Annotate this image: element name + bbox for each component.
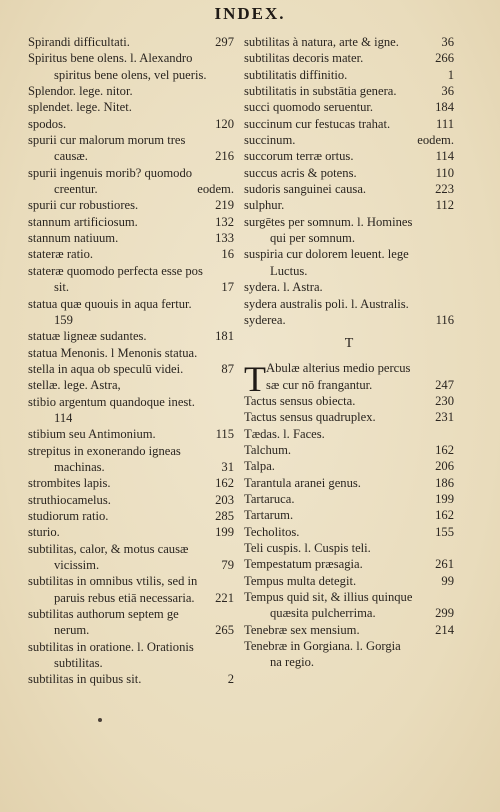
index-entry bbox=[28, 475, 234, 491]
index-entry bbox=[244, 442, 454, 458]
entry-text: Splendor. lege. nitor. bbox=[28, 84, 133, 99]
entry-text: Luctus. bbox=[270, 263, 308, 278]
index-entry bbox=[28, 279, 234, 295]
index-entry bbox=[28, 83, 234, 99]
index-entry bbox=[244, 165, 454, 181]
page-ref: 261 bbox=[435, 557, 454, 572]
index-entry bbox=[266, 360, 454, 376]
entry-text: 114 bbox=[54, 410, 73, 425]
entry-text: subtilitas. bbox=[54, 656, 103, 671]
page-ref: 181 bbox=[215, 329, 234, 344]
entry-text: subtilitas, calor, & motus causæ bbox=[28, 541, 189, 556]
index-entry bbox=[244, 230, 454, 246]
entry-text: sydera australis poli. l. Australis. bbox=[244, 296, 409, 311]
index-entry bbox=[28, 345, 234, 361]
entry-text: stateræ quomodo perfecta esse pos bbox=[28, 263, 203, 278]
index-entry bbox=[28, 671, 234, 687]
entry-text: Tempus multa detegit. bbox=[244, 573, 357, 588]
entry-text: quæsita pulcherrima. bbox=[270, 606, 376, 621]
index-entry bbox=[244, 99, 454, 115]
entry-text: succus acris & potens. bbox=[244, 165, 357, 180]
index-entry bbox=[28, 508, 234, 524]
index-entry bbox=[28, 377, 234, 393]
entry-text: Abulæ alterius medio percus bbox=[266, 361, 411, 376]
index-entry bbox=[244, 214, 454, 230]
index-entry bbox=[28, 99, 234, 115]
index-entry bbox=[28, 181, 234, 197]
entry-text: machinas. bbox=[54, 459, 105, 474]
index-entry bbox=[28, 361, 234, 377]
page-ref: 162 bbox=[435, 442, 454, 457]
index-entry bbox=[28, 50, 234, 66]
entry-text: stellæ. lege. Astra, bbox=[28, 378, 121, 393]
page-ref: 231 bbox=[435, 410, 454, 425]
page-ref: 132 bbox=[215, 214, 234, 229]
index-entry bbox=[28, 263, 234, 279]
page-ref: 116 bbox=[435, 312, 454, 327]
index-entry bbox=[244, 197, 454, 213]
entry-text: subtilitas in oratione. l. Orationis bbox=[28, 639, 194, 654]
index-entry bbox=[28, 246, 234, 262]
entry-text: strombites lapis. bbox=[28, 476, 111, 491]
index-entry bbox=[244, 409, 454, 425]
entry-text: syderea. bbox=[244, 312, 286, 327]
entry-text: Tactus sensus quadruplex. bbox=[244, 410, 376, 425]
index-entry bbox=[28, 132, 234, 148]
page-ref: 79 bbox=[221, 558, 234, 572]
page-ref: 297 bbox=[215, 35, 234, 49]
index-entry bbox=[28, 148, 234, 164]
index-entry bbox=[244, 296, 454, 312]
index-entry bbox=[28, 394, 234, 410]
entry-text: 159 bbox=[54, 312, 73, 327]
entry-text: Spirandi difficultati. bbox=[28, 35, 130, 49]
page-ref: 247 bbox=[435, 377, 454, 392]
drop-cap: T bbox=[244, 359, 266, 400]
entry-text: strepitus in exonerando igneas bbox=[28, 443, 181, 458]
page-ref: 285 bbox=[215, 508, 234, 523]
index-entry bbox=[28, 214, 234, 230]
page-ref: 110 bbox=[435, 165, 454, 180]
ink-dot bbox=[98, 718, 102, 722]
entry-text: subtilitas in omnibus vtilis, sed in bbox=[28, 574, 198, 589]
page-ref: 230 bbox=[435, 393, 454, 408]
page-ref: 120 bbox=[215, 116, 234, 131]
entry-text: studiorum ratio. bbox=[28, 508, 109, 523]
index-entry bbox=[244, 458, 454, 474]
index-entry bbox=[28, 606, 234, 622]
page-ref: 199 bbox=[215, 525, 234, 540]
entry-text: creentur. bbox=[54, 182, 98, 197]
page-ref: 265 bbox=[215, 623, 234, 638]
index-entry bbox=[28, 639, 234, 655]
entry-text: vicissim. bbox=[54, 558, 100, 572]
index-entry bbox=[244, 638, 454, 654]
entry-text: struthiocamelus. bbox=[28, 492, 111, 507]
index-entry bbox=[244, 573, 454, 589]
index-entry bbox=[28, 116, 234, 132]
index-entry bbox=[244, 67, 454, 83]
index-entry bbox=[28, 443, 234, 459]
page-ref: 133 bbox=[215, 231, 234, 246]
entry-text: splendet. lege. Nitet. bbox=[28, 100, 132, 115]
entry-text: causæ. bbox=[54, 149, 88, 164]
page-ref: 114 bbox=[435, 149, 454, 164]
index-entry bbox=[244, 475, 454, 491]
index-entry bbox=[244, 393, 454, 409]
index-entry bbox=[244, 654, 454, 670]
index-entry bbox=[244, 556, 454, 572]
index-entry bbox=[244, 605, 454, 621]
entry-text: Techolitos. bbox=[244, 524, 300, 539]
index-entry bbox=[28, 524, 234, 540]
entry-text: Tenebræ sex mensium. bbox=[244, 622, 360, 637]
entry-text: subtilitatis diffinitio. bbox=[244, 67, 348, 82]
entry-text: subtilitas à natura, arte & igne. bbox=[244, 35, 399, 49]
page-ref: 87 bbox=[221, 361, 234, 376]
index-entry bbox=[28, 296, 234, 312]
index-entry bbox=[244, 246, 454, 262]
index-entry bbox=[244, 524, 454, 540]
index-entry bbox=[244, 50, 454, 66]
page-header: INDEX. bbox=[214, 4, 286, 23]
entry-text: statua quæ quouis in aqua fertur. bbox=[28, 296, 192, 311]
index-entry bbox=[28, 541, 234, 557]
page-ref: 1 bbox=[447, 67, 454, 82]
page-ref: 203 bbox=[215, 492, 234, 507]
entry-text: Tempus quid sit, & illius quinque bbox=[244, 590, 413, 604]
entry-text: sturio. bbox=[28, 525, 60, 540]
page-ref: 206 bbox=[435, 459, 454, 474]
page-ref: 186 bbox=[435, 475, 454, 490]
index-entry bbox=[244, 491, 454, 507]
page-ref: 199 bbox=[435, 491, 454, 506]
entry-text: paruis rebus etiā necessaria. bbox=[54, 590, 195, 605]
index-entry bbox=[266, 377, 454, 393]
page-ref: 299 bbox=[435, 606, 454, 621]
entry-text: Tenebræ in Gorgiana. l. Gorgia bbox=[244, 639, 401, 654]
index-entry bbox=[28, 573, 234, 589]
section-letter-t: T bbox=[344, 336, 354, 352]
index-entry bbox=[28, 426, 234, 442]
index-entry bbox=[244, 116, 454, 132]
entry-text: subtilitas in quibus sit. bbox=[28, 672, 142, 687]
index-entry bbox=[28, 67, 234, 83]
entry-text: succorum terræ ortus. bbox=[244, 149, 354, 164]
page-ref: 221 bbox=[215, 590, 234, 605]
page-ref: 266 bbox=[435, 51, 454, 66]
page-ref: 115 bbox=[215, 427, 234, 442]
entry-text: Teli cuspis. l. Cuspis teli. bbox=[244, 540, 371, 555]
entry-text: subtilitas authorum septem ge bbox=[28, 607, 179, 622]
index-entry bbox=[28, 197, 234, 213]
entry-text: succi quomodo seruentur. bbox=[244, 100, 374, 115]
entry-text: spurii cur robustiores. bbox=[28, 198, 139, 213]
page-ref: 36 bbox=[441, 84, 454, 99]
page-ref: 219 bbox=[215, 198, 234, 213]
t-entries bbox=[244, 393, 454, 671]
entry-text: Tædas. l. Faces. bbox=[244, 426, 325, 441]
index-entry bbox=[244, 589, 454, 605]
page-ref: 99 bbox=[441, 573, 454, 588]
index-entry bbox=[244, 83, 454, 99]
page-ref: 184 bbox=[435, 100, 454, 115]
entry-text: Tartarum. bbox=[244, 508, 294, 523]
entry-text: stella in aqua ob speculū videi. bbox=[28, 361, 184, 376]
index-entry bbox=[244, 540, 454, 556]
s-entries-continued bbox=[244, 34, 454, 328]
index-entry bbox=[28, 492, 234, 508]
page-ref: 36 bbox=[441, 35, 454, 49]
entry-text: suspiria cur dolorem leuent. lege bbox=[244, 247, 409, 262]
index-entry bbox=[28, 410, 234, 426]
page-ref: 216 bbox=[215, 149, 234, 164]
index-entry bbox=[244, 426, 454, 442]
page-ref: 162 bbox=[435, 508, 454, 523]
drop-cap-entry-text bbox=[244, 360, 454, 393]
entry-text: surgētes per somnum. l. Homines bbox=[244, 214, 413, 229]
index-entry bbox=[28, 312, 234, 328]
page-ref: 17 bbox=[221, 280, 234, 295]
page-ref: 223 bbox=[435, 182, 454, 197]
index-entry bbox=[244, 132, 454, 148]
entry-text: qui per somnum. bbox=[270, 231, 356, 246]
right-index-column bbox=[244, 34, 454, 671]
index-entry bbox=[244, 148, 454, 164]
entry-text: na regio. bbox=[270, 655, 315, 670]
entry-text: stannum artificiosum. bbox=[28, 214, 138, 229]
index-entry bbox=[28, 230, 234, 246]
index-entry bbox=[28, 165, 234, 181]
entry-text: statuæ ligneæ sudantes. bbox=[28, 329, 147, 344]
entry-text: Talchum. bbox=[244, 442, 292, 457]
index-entry bbox=[244, 279, 454, 295]
entry-text: stibio argentum quandoque inest. bbox=[28, 394, 195, 409]
entry-text: statua Menonis. l Menonis statua. bbox=[28, 345, 198, 360]
entry-text: Tactus sensus obiecta. bbox=[244, 393, 356, 408]
entry-text: succinum cur festucas trahat. bbox=[244, 116, 391, 131]
entry-text: subtilitatis in substātia genera. bbox=[244, 84, 397, 99]
entry-text: spodos. bbox=[28, 116, 67, 131]
entry-text: sydera. l. Astra. bbox=[244, 280, 323, 295]
index-entry bbox=[28, 328, 234, 344]
index-entry bbox=[244, 181, 454, 197]
index-entry bbox=[244, 312, 454, 328]
index-entry bbox=[28, 655, 234, 671]
index-entry bbox=[28, 622, 234, 638]
index-entry bbox=[244, 34, 454, 50]
entry-text: Talpa. bbox=[244, 459, 275, 474]
entry-text: Tartaruca. bbox=[244, 491, 295, 506]
index-entry bbox=[28, 557, 234, 573]
index-entry bbox=[28, 34, 234, 50]
entry-text: spurii cur malorum morum tres bbox=[28, 133, 186, 148]
entry-text: sæ cur nō frangantur. bbox=[266, 377, 373, 392]
entry-text: stannum natiuum. bbox=[28, 231, 119, 246]
index-entry bbox=[244, 507, 454, 523]
index-entry bbox=[244, 622, 454, 638]
page-ref: 111 bbox=[436, 116, 454, 131]
entry-text: Spiritus bene olens. l. Alexandro bbox=[28, 51, 193, 66]
entry-text: stateræ ratio. bbox=[28, 247, 94, 262]
entry-text: succinum. bbox=[244, 133, 296, 148]
entry-text: Tarantula aranei genus. bbox=[244, 475, 361, 490]
t-first-entry bbox=[244, 359, 454, 400]
page-ref: 162 bbox=[215, 476, 234, 491]
page-ref: 2 bbox=[227, 672, 234, 687]
page-ref: 31 bbox=[221, 459, 234, 474]
index-entry bbox=[28, 590, 234, 606]
entry-text: sulphur. bbox=[244, 198, 285, 213]
index-entry bbox=[244, 263, 454, 279]
entry-text: sudoris sanguinei causa. bbox=[244, 182, 367, 197]
page-ref: eodem. bbox=[197, 182, 234, 197]
entry-text: Tempestatum præsagia. bbox=[244, 557, 363, 572]
page-ref: eodem. bbox=[417, 133, 454, 148]
page-ref: 155 bbox=[435, 524, 454, 539]
index-entry bbox=[28, 459, 234, 475]
entry-text: nerum. bbox=[54, 623, 90, 638]
entry-text: spiritus bene olens, vel pueris. bbox=[54, 67, 207, 82]
left-index-column bbox=[28, 34, 234, 688]
entry-text: sit. bbox=[54, 280, 70, 295]
entry-text: subtilitas decoris mater. bbox=[244, 51, 364, 66]
entry-text: stibium seu Antimonium. bbox=[28, 427, 156, 442]
page-ref: 112 bbox=[435, 198, 454, 213]
entry-text: spurii ingenuis morib? quomodo bbox=[28, 165, 193, 180]
page-ref: 214 bbox=[435, 622, 454, 637]
page-ref: 16 bbox=[221, 247, 234, 262]
